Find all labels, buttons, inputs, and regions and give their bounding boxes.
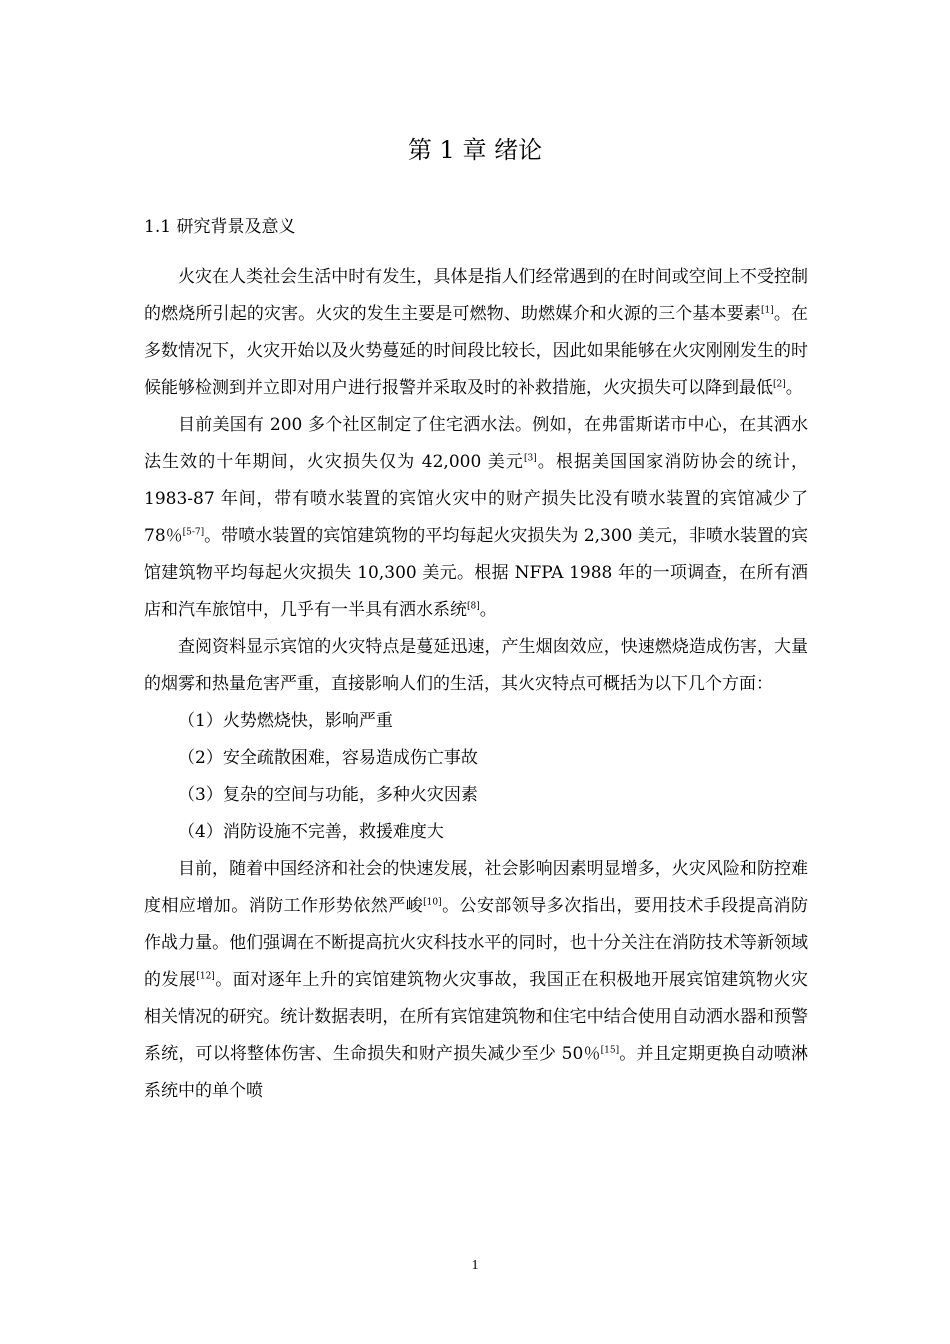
text-run: （4）消防设施不完善，救援难度大	[178, 822, 444, 842]
text-run: （3）复杂的空间与功能，多种火灾因素	[178, 785, 478, 805]
text-run: 。	[479, 600, 497, 620]
text-run: 。面对逐年上升的宾馆建筑物火灾事故，我国正在积极地开展宾馆建筑物火灾相关情况的研究。统计数据表明，在所有宾馆建筑物和住宅中结合使用自动洒水器和预警系统，可以将整体伤害、生命损失和财产损失减少至少 50％	[144, 970, 809, 1064]
text-run: 。	[785, 378, 803, 398]
text-run: （1）火势燃烧快，影响严重	[178, 711, 393, 731]
page-number: 1	[471, 1258, 479, 1273]
body-text	[144, 259, 808, 1110]
text-run: 火灾在人类社会生活中时有发生，具体是指人们经常遇到的在时间或空间上不受控制的燃烧所引起的灾害。火灾的发生主要是可燃物、助燃媒介和火源的三个基本要素	[144, 267, 808, 324]
paragraph	[144, 629, 808, 703]
citation-ref: [8]	[467, 601, 480, 612]
paragraph	[144, 851, 808, 1110]
citation-ref: [3]	[523, 453, 537, 464]
chapter-title: 第 1 章 绪论	[407, 136, 543, 164]
citation-ref: [1]	[760, 305, 774, 316]
text-run: 目前美国有 200 多个社区制定了住宅洒水法。例如，在弗雷斯诺市中心，在其洒水法生效的十年期间，火灾损失仅为 42,000 美元	[144, 415, 808, 472]
text-run: 。并且定期更换自动喷淋系统中的单个喷	[144, 1044, 808, 1101]
citation-ref: [12]	[196, 971, 215, 982]
list-item	[144, 703, 808, 740]
text-run: 。带喷水装置的宾馆建筑物的平均每起火灾损失为 2,300 美元，非喷水装置的宾馆建筑物平均每起火灾损失 10,300 美元。根据 NFPA 1988 年的一项调查，在所有酒店和汽车旅馆中，几乎有一半具有洒水系统	[144, 526, 808, 620]
citation-ref: [5-7]	[182, 527, 205, 538]
paragraph	[144, 259, 808, 407]
section-title: 1.1 研究背景及意义	[144, 217, 296, 237]
text-run: 。公安部领导多次指出，要用技术手段提高消防作战力量。他们强调在不断提高抗火灾科技水平的同时，也十分关注在消防技术等新领域的发展	[144, 896, 809, 990]
paragraph	[144, 407, 808, 629]
text-run: 目前，随着中国经济和社会的快速发展，社会影响因素明显增多，火灾风险和防控难度相应增加。消防工作形势依然严峻	[144, 859, 808, 916]
text-run: 。在多数情况下，火灾开始以及火势蔓延的时间段比较长，因此如果能够在火灾刚刚发生的时候能够检测到并立即对用户进行报警并采取及时的补救措施，火灾损失可以降到最低	[144, 304, 809, 398]
citation-ref: [2]	[773, 379, 786, 390]
list-item	[144, 814, 808, 851]
list-item	[144, 777, 808, 814]
text-run: 查阅资料显示宾馆的火灾特点是蔓延迅速，产生烟囱效应，快速燃烧造成伤害，大量的烟雾和热量危害严重，直接影响人们的生活，其火灾特点可概括为以下几个方面：	[144, 637, 808, 694]
citation-ref: [10]	[423, 897, 442, 908]
list-item	[144, 740, 808, 777]
text-run: 。根据美国国家消防协会的统计，1983-87 年间，带有喷水装置的宾馆火灾中的财产损失比没有喷水装置的宾馆减少了 78％	[144, 452, 809, 546]
citation-ref: [15]	[600, 1045, 620, 1056]
text-run: （2）安全疏散困难，容易造成伤亡事故	[178, 748, 478, 768]
